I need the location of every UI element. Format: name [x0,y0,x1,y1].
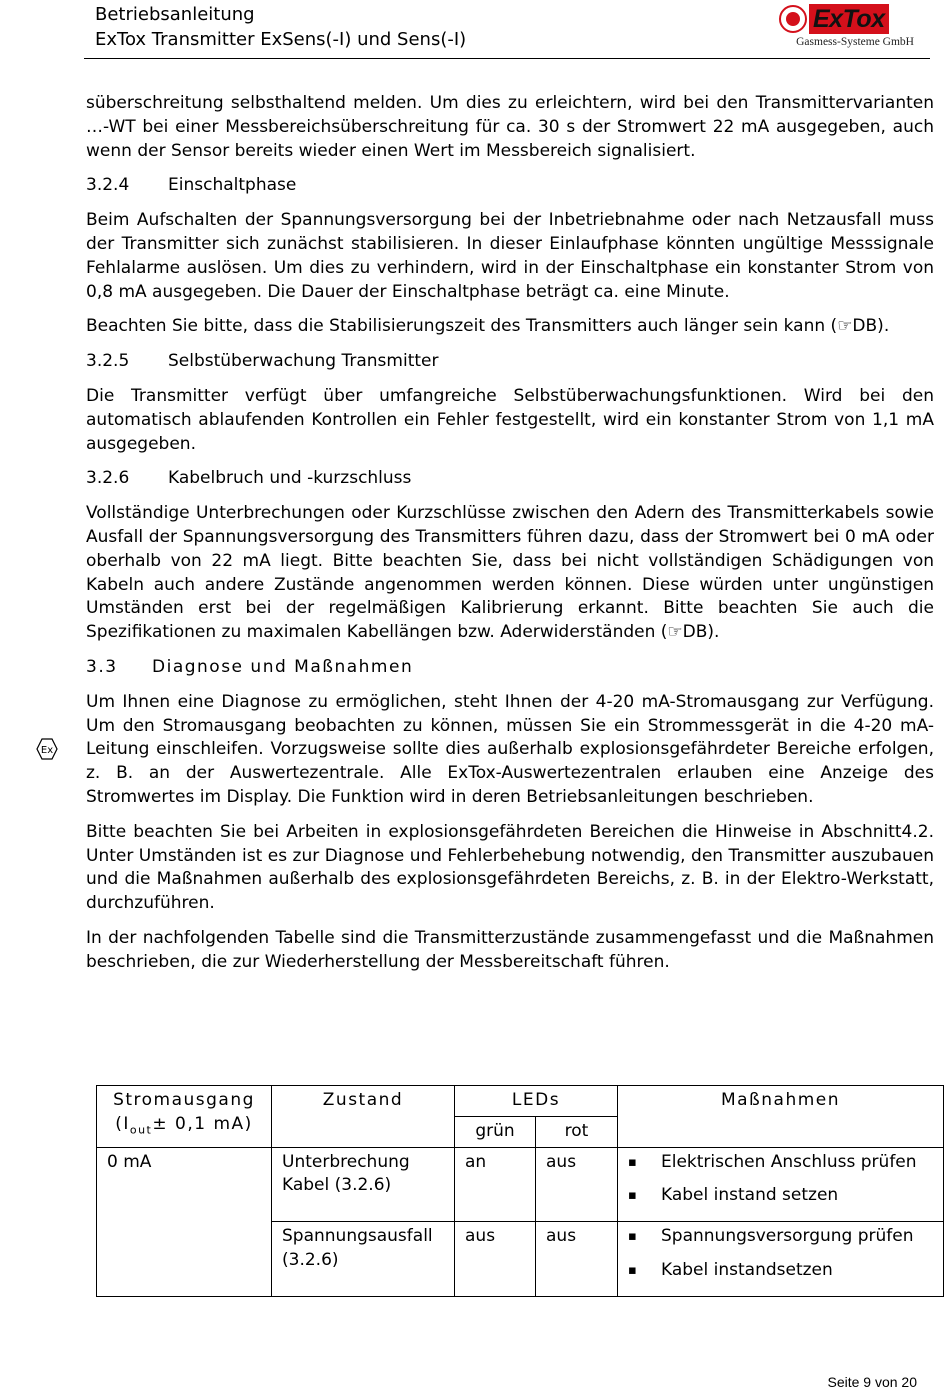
cell-state: Unterbrechung Kabel (3.2.6) [272,1147,455,1222]
cell-state: Spannungsausfall (3.2.6) [272,1222,455,1297]
page-header [95,2,466,52]
section-3-2-4-heading [86,174,934,198]
paragraph: Vollständige Unterbrechungen oder Kurzschlüsse zwischen den Adern des Transmitterkabels sowie Ausfall der Spannungsversorgung des Transmitters führen dazu, dass der Stromwert bei 0 mA oder oberhalb von 22 mA liegt. Bitte beachten Sie, dass bei nicht vollständigen Schädigungen von Kabeln auch andere Zustände angenommen werden können. Diese würden unter ungünstigen Umständen erst bei der regelmäßigen Kalibrierung erkannt. Bitte beachten Sie auch die Spezifikationen zu maximalen Kabellängen bzw. Aderwiderständen (☞DB). [86,503,934,643]
page-number: Seite 9 von 20 [827,1374,917,1390]
cell-green: an [455,1147,536,1222]
document-body [86,92,934,986]
section-title: Einschaltphase [168,175,297,196]
logo-wordmark: ExTox [809,4,889,34]
ex-icon-label: Ex [40,745,54,756]
cell-green: aus [455,1222,536,1297]
section-title: Kabelbruch und -kurzschluss [168,468,412,489]
cell-measures [618,1147,944,1222]
list-item: ▪ Elektrischen Anschluss prüfen [628,1151,917,1172]
table-row [97,1147,944,1222]
section-3-3-heading [86,656,934,680]
extox-logo [779,2,914,50]
table-header-row [97,1086,944,1117]
section-number: 3.3 [86,656,118,677]
paragraph: Bitte beachten Sie bei Arbeiten in explosionsgefährdeten Bereichen die Hinweise in Abschnitt4.2. Unter Umständen ist es zur Diagnose und Fehlerbehebung notwendig, den Transmitter auszubauen und die Maßnahmen außerhalb des explosionsgefährdeten Bereichs, z. B. in der Elektro-Werkstatt, durchzuführen. [86,821,934,914]
ex-hexagon-icon [36,738,58,760]
section-number: 3.2.6 [86,468,130,489]
header-doc-type: Betriebsanleitung [95,4,255,25]
col-header-current: Stromausgang ($I_{out}\pm 0,1$ mA) [97,1086,272,1148]
diagnosis-table [96,1085,944,1297]
paragraph: Um Ihnen eine Diagnose zu ermöglichen, steht Ihnen der 4-20 mA-Stromausgang zur Verfügung. Um den Stromausgang beobachten zu können, müssen Sie ein Strommessgerät in die 4-20 mA-Leitung einschleifen. Vorzugsweise sollte dies außerhalb explosionsgefährdeter Bereiche erfolgen, z. B. an der Auswertezentrale. Alle ExTox-Auswertezentralen erlauben eine Anzeige des Stromwertes im Display. Die Funktion wird in deren Betriebsanleitungen beschrieben. [86,691,934,807]
col-header-measures: Maßnahmen [618,1086,944,1148]
logo-emblem-icon [779,5,807,33]
paragraph: Die Transmitter verfügt über umfangreiche Selbstüberwachungsfunktionen. Wird bei den automatisch ablaufenden Kontrollen ein Fehler festgestellt, wird ein konstanter Strom von 1,1 mA ausgegeben. [86,385,934,454]
paragraph: In der nachfolgenden Tabelle sind die Transmitterzustände zusammengefasst und die Maßnahmen beschrieben, die zur Wiederherstellung der Messbereitschaft führen. [86,927,934,972]
cell-red: aus [536,1222,618,1297]
col-header-state: Zustand [272,1086,455,1148]
intro-paragraph: süberschreitung selbsthaltend melden. Um dies zu erleichtern, wird bei den Transmittervarianten …-WT bei einer Messbereichsüberschreitung für ca. 30 s der Stromwert 22 mA ausgegeben, auch wenn der Sensor bereits wieder einen Wert im Messbereich signalisiert. [86,93,934,161]
cell-measures [618,1222,944,1297]
section-number: 3.2.5 [86,351,130,372]
cell-current: 0 mA [97,1147,272,1296]
section-title: Diagnose und Maßnahmen [152,656,414,677]
col-header-red: rot [536,1116,618,1147]
list-item: ▪ Kabel instandsetzen [628,1259,833,1280]
section-title: Selbstüberwachung Transmitter [168,351,439,372]
logo-subtitle: Gasmess-Systeme GmbH [796,36,914,48]
header-divider [84,58,930,59]
cell-red: aus [536,1147,618,1222]
header-doc-title: ExTox Transmitter ExSens(-I) und Sens(-I) [95,29,467,50]
col-header-leds: LEDs [455,1086,618,1117]
section-3-2-5-heading [86,350,934,374]
col-header-green: grün [455,1116,536,1147]
section-number: 3.2.4 [86,175,130,196]
section-3-2-6-heading [86,467,934,491]
list-item: ▪ Kabel instand setzen [628,1185,839,1206]
paragraph: Beachten Sie bitte, dass die Stabilisierungszeit des Transmitters auch länger sein kann (☞DB). [86,316,890,337]
paragraph: Beim Aufschalten der Spannungsversorgung bei der Inbetriebnahme oder nach Netzausfall muss der Transmitter sich zunächst stabilisieren. In dieser Einlaufphase könnten ungültige Messsignale Fehlalarme auslösen. Um dies zu verhindern, wird in der Einschaltphase ein konstanter Strom von 0,8 mA ausgegeben. Die Dauer der Einschaltphase beträgt ca. eine Minute. [86,210,934,302]
list-item: ▪ Spannungsversorgung prüfen [628,1226,914,1247]
